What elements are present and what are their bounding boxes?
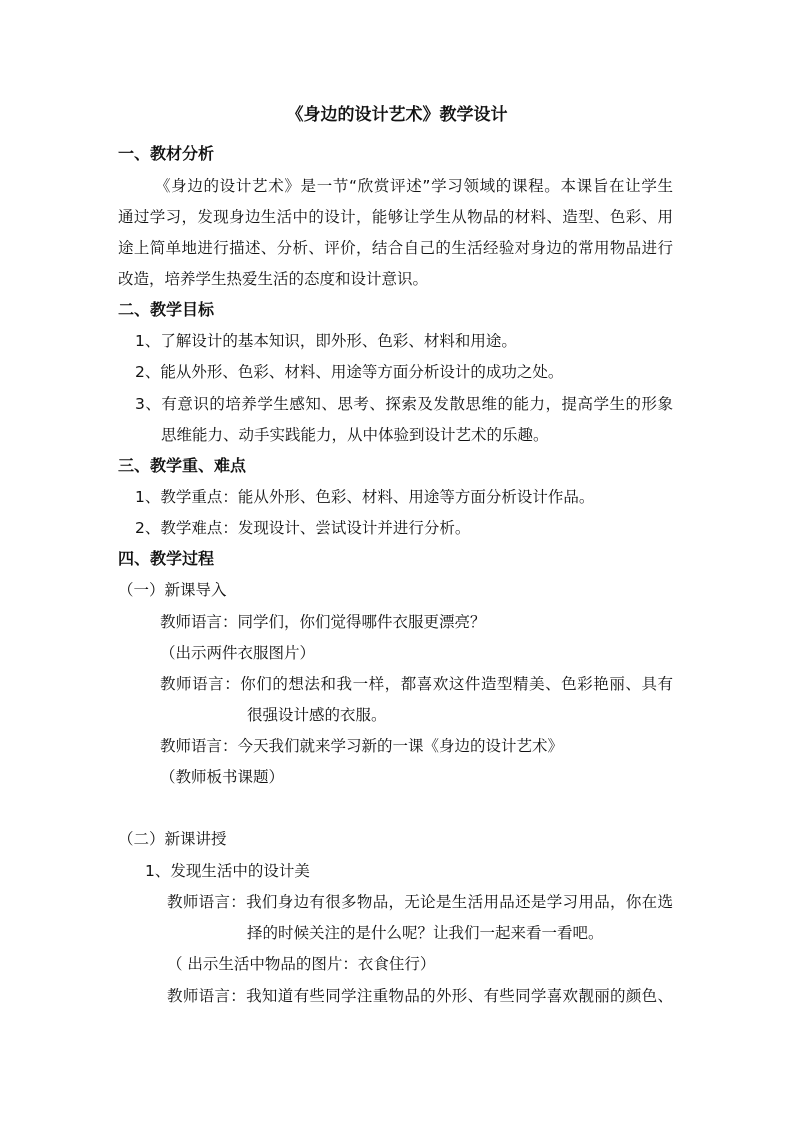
dialogue-line: 教师语言：今天我们就来学习新的一课《身边的设计艺术》 <box>160 737 564 755</box>
list-item: 2、教学难点：发现设计、尝试设计并进行分析。 <box>135 519 471 537</box>
list-item: 3、有意识的培养学生感知、思考、探索及发散思维的能力，提高学生的形象 <box>135 395 673 413</box>
dialogue-line: 教师语言：你们的想法和我一样，都喜欢这件造型精美、色彩艳丽、具有 <box>160 675 673 693</box>
section-heading-4: 四、教学过程 <box>118 549 215 568</box>
dialogue-line: 教师语言：我们身边有很多物品，无论是生活用品还是学习用品，你在选 <box>167 893 673 911</box>
list-item: 1、教学重点：能从外形、色彩、材料、用途等方面分析设计作品。 <box>135 488 595 506</box>
section-heading-2: 二、教学目标 <box>118 300 215 319</box>
document-title: 《身边的设计艺术》教学设计 <box>286 105 508 125</box>
dialogue-line: 教师语言：我知道有些同学注重物品的外形、有些同学喜欢靓丽的颜色、 <box>167 987 673 1005</box>
list-item: 1、了解设计的基本知识，即外形、色彩、材料和用途。 <box>135 332 517 350</box>
stage-note: （出示两件衣服图片） <box>160 644 316 662</box>
paragraph-line: 《身边的设计艺术》是一节“欣赏评述”学习领域的课程。本课旨在让学生 <box>155 177 673 195</box>
paragraph-line: 途上简单地进行描述、分析、评价，结合自己的生活经验对身边的常用物品进行 <box>118 239 673 257</box>
section-heading-3: 三、教学重、难点 <box>118 456 247 475</box>
section-heading-1: 一、教材分析 <box>118 144 215 163</box>
list-item: 1、发现生活中的设计美 <box>145 862 310 880</box>
subsection-heading-1: （一）新课导入 <box>118 581 227 599</box>
list-item-continuation: 思维能力、动手实践能力，从中体验到设计艺术的乐趣。 <box>161 426 549 444</box>
paragraph-line: 通过学习，发现身边生活中的设计，能够让学生从物品的材料、造型、色彩、用 <box>118 208 673 226</box>
list-item: 2、能从外形、色彩、材料、用途等方面分析设计的成功之处。 <box>135 363 564 381</box>
dialogue-line-continuation: 择的时候关注的是什么呢？让我们一起来看一看吧。 <box>247 924 604 942</box>
dialogue-line-continuation: 很强设计感的衣服。 <box>247 706 387 724</box>
stage-note: （教师板书课题） <box>160 768 285 786</box>
dialogue-line: 教师语言：同学们，你们觉得哪件衣服更漂亮？ <box>160 613 486 631</box>
stage-note: （ 出示生活中物品的图片：衣食住行） <box>167 955 436 973</box>
paragraph-line: 改造，培养学生热爱生活的态度和设计意识。 <box>118 270 429 288</box>
subsection-heading-2: （二）新课讲授 <box>118 830 227 848</box>
